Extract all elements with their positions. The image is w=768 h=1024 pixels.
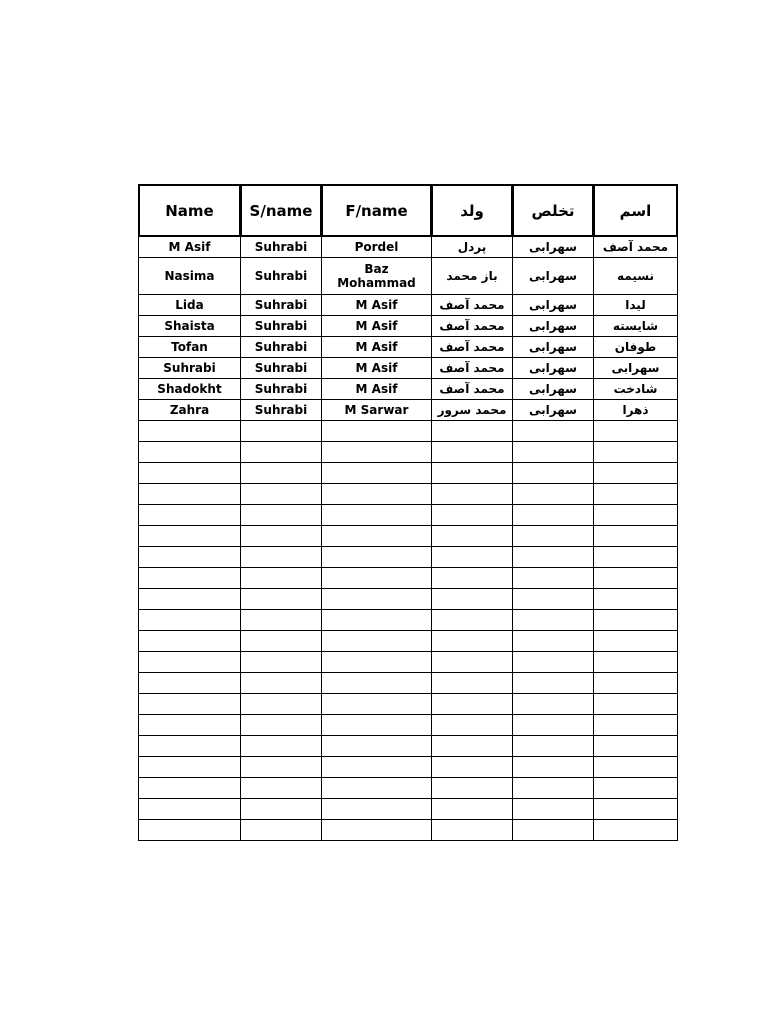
empty-cell-surname-dari <box>513 820 594 841</box>
empty-cell-surname <box>241 715 322 736</box>
cell-surname-dari: سهرابی <box>513 316 594 337</box>
empty-cell-father-name <box>322 778 432 799</box>
empty-cell-surname <box>241 736 322 757</box>
empty-row <box>139 589 678 610</box>
cell-name-dari: شایسته <box>594 316 678 337</box>
empty-cell-surname <box>241 442 322 463</box>
empty-cell-surname-dari <box>513 652 594 673</box>
cell-father-name: M Sarwar <box>322 400 432 421</box>
empty-row <box>139 505 678 526</box>
empty-cell-surname <box>241 652 322 673</box>
empty-cell-father-name <box>322 631 432 652</box>
cell-surname: Suhrabi <box>241 316 322 337</box>
empty-cell-father-name <box>322 652 432 673</box>
empty-cell-father-name-dari <box>432 673 513 694</box>
empty-cell-surname-dari <box>513 484 594 505</box>
empty-cell-name <box>139 610 241 631</box>
header-father-name-dari: ولد <box>432 185 513 237</box>
empty-cell-surname-dari <box>513 673 594 694</box>
empty-cell-father-name <box>322 736 432 757</box>
cell-surname: Suhrabi <box>241 337 322 358</box>
cell-name-dari: طوفان <box>594 337 678 358</box>
cell-name: Zahra <box>139 400 241 421</box>
empty-cell-name-dari <box>594 568 678 589</box>
empty-row <box>139 526 678 547</box>
empty-cell-father-name-dari <box>432 778 513 799</box>
empty-cell-surname <box>241 820 322 841</box>
empty-cell-surname <box>241 589 322 610</box>
empty-cell-surname <box>241 526 322 547</box>
empty-cell-surname-dari <box>513 568 594 589</box>
empty-row <box>139 484 678 505</box>
cell-name-dari: شادخت <box>594 379 678 400</box>
cell-surname: Suhrabi <box>241 400 322 421</box>
cell-father-name: M Asif <box>322 337 432 358</box>
header-father-name: F/name <box>322 185 432 237</box>
empty-cell-name <box>139 694 241 715</box>
empty-cell-surname-dari <box>513 757 594 778</box>
empty-cell-father-name-dari <box>432 442 513 463</box>
empty-cell-name-dari <box>594 757 678 778</box>
empty-cell-surname <box>241 505 322 526</box>
cell-father-name: M Asif <box>322 316 432 337</box>
cell-name-dari: لیدا <box>594 295 678 316</box>
table-row <box>139 295 678 316</box>
table-row <box>139 358 678 379</box>
empty-cell-surname-dari <box>513 778 594 799</box>
empty-row <box>139 652 678 673</box>
empty-cell-surname-dari <box>513 736 594 757</box>
empty-cell-father-name <box>322 463 432 484</box>
cell-surname-dari: سهرابی <box>513 295 594 316</box>
cell-name-dari: محمد آصف <box>594 237 678 258</box>
cell-surname: Suhrabi <box>241 237 322 258</box>
cell-father-name: Baz Mohammad <box>322 258 432 295</box>
empty-row <box>139 736 678 757</box>
empty-cell-father-name <box>322 484 432 505</box>
empty-cell-name <box>139 526 241 547</box>
cell-name-dari: ذهرا <box>594 400 678 421</box>
empty-cell-surname-dari <box>513 715 594 736</box>
names-table <box>138 184 678 841</box>
empty-cell-name-dari <box>594 547 678 568</box>
empty-cell-surname <box>241 610 322 631</box>
empty-cell-father-name-dari <box>432 505 513 526</box>
cell-father-name: M Asif <box>322 295 432 316</box>
cell-surname: Suhrabi <box>241 258 322 295</box>
empty-cell-name-dari <box>594 463 678 484</box>
cell-name-dari: نسیمه <box>594 258 678 295</box>
empty-cell-name-dari <box>594 799 678 820</box>
empty-cell-name <box>139 715 241 736</box>
cell-surname: Suhrabi <box>241 379 322 400</box>
empty-cell-father-name <box>322 526 432 547</box>
empty-cell-father-name-dari <box>432 568 513 589</box>
empty-cell-name-dari <box>594 631 678 652</box>
empty-cell-name-dari <box>594 526 678 547</box>
empty-row <box>139 463 678 484</box>
header-surname: S/name <box>241 185 322 237</box>
empty-cell-name-dari <box>594 715 678 736</box>
empty-cell-surname <box>241 421 322 442</box>
empty-row <box>139 757 678 778</box>
empty-row <box>139 442 678 463</box>
empty-cell-father-name-dari <box>432 589 513 610</box>
table-row <box>139 258 678 295</box>
empty-row <box>139 715 678 736</box>
empty-cell-father-name <box>322 757 432 778</box>
table-row <box>139 400 678 421</box>
header-name-dari: اسم <box>594 185 678 237</box>
header-row <box>139 185 678 237</box>
empty-cell-father-name-dari <box>432 820 513 841</box>
empty-cell-father-name <box>322 421 432 442</box>
table-row <box>139 379 678 400</box>
empty-cell-surname <box>241 463 322 484</box>
cell-father-name: M Asif <box>322 379 432 400</box>
cell-father-name: M Asif <box>322 358 432 379</box>
empty-cell-surname-dari <box>513 547 594 568</box>
empty-cell-name <box>139 631 241 652</box>
cell-name: Shaista <box>139 316 241 337</box>
cell-name: Suhrabi <box>139 358 241 379</box>
empty-cell-father-name-dari <box>432 694 513 715</box>
empty-cell-name <box>139 484 241 505</box>
empty-cell-father-name <box>322 694 432 715</box>
empty-cell-surname <box>241 799 322 820</box>
empty-row <box>139 778 678 799</box>
empty-cell-name-dari <box>594 652 678 673</box>
empty-cell-father-name-dari <box>432 631 513 652</box>
empty-cell-father-name-dari <box>432 736 513 757</box>
empty-cell-surname-dari <box>513 799 594 820</box>
empty-cell-name-dari <box>594 736 678 757</box>
cell-surname-dari: سهرابی <box>513 337 594 358</box>
empty-row <box>139 799 678 820</box>
empty-row <box>139 694 678 715</box>
empty-cell-name-dari <box>594 421 678 442</box>
empty-row <box>139 568 678 589</box>
empty-cell-father-name <box>322 610 432 631</box>
cell-father-name-dari: پردل <box>432 237 513 258</box>
empty-cell-name <box>139 568 241 589</box>
empty-cell-surname <box>241 568 322 589</box>
cell-father-name-dari: محمد سرور <box>432 400 513 421</box>
empty-cell-surname-dari <box>513 610 594 631</box>
empty-cell-surname <box>241 631 322 652</box>
empty-cell-father-name <box>322 568 432 589</box>
empty-cell-father-name <box>322 505 432 526</box>
empty-cell-father-name-dari <box>432 421 513 442</box>
cell-name: Shadokht <box>139 379 241 400</box>
empty-cell-name <box>139 547 241 568</box>
empty-cell-name-dari <box>594 589 678 610</box>
empty-cell-father-name <box>322 820 432 841</box>
empty-cell-father-name-dari <box>432 799 513 820</box>
cell-surname: Suhrabi <box>241 295 322 316</box>
empty-cell-father-name <box>322 589 432 610</box>
empty-row <box>139 631 678 652</box>
empty-row <box>139 610 678 631</box>
empty-cell-surname-dari <box>513 463 594 484</box>
empty-cell-surname-dari <box>513 526 594 547</box>
cell-father-name-dari: محمد آصف <box>432 316 513 337</box>
empty-cell-father-name <box>322 799 432 820</box>
empty-row <box>139 820 678 841</box>
empty-row <box>139 547 678 568</box>
empty-cell-surname-dari <box>513 442 594 463</box>
empty-cell-name-dari <box>594 484 678 505</box>
empty-cell-name-dari <box>594 610 678 631</box>
empty-cell-name <box>139 421 241 442</box>
empty-cell-surname <box>241 673 322 694</box>
empty-cell-name-dari <box>594 694 678 715</box>
cell-surname-dari: سهرابی <box>513 400 594 421</box>
cell-name-dari: سهرابی <box>594 358 678 379</box>
empty-cell-name <box>139 442 241 463</box>
empty-cell-surname-dari <box>513 631 594 652</box>
empty-cell-name <box>139 736 241 757</box>
header-surname-dari: تخلص <box>513 185 594 237</box>
empty-cell-surname-dari <box>513 421 594 442</box>
empty-cell-name <box>139 505 241 526</box>
empty-row <box>139 421 678 442</box>
header-name: Name <box>139 185 241 237</box>
table-row <box>139 337 678 358</box>
cell-surname-dari: سهرابی <box>513 379 594 400</box>
empty-cell-name <box>139 820 241 841</box>
empty-cell-name <box>139 652 241 673</box>
cell-surname-dari: سهرابی <box>513 237 594 258</box>
empty-cell-surname-dari <box>513 505 594 526</box>
empty-cell-name <box>139 799 241 820</box>
table-row <box>139 316 678 337</box>
empty-cell-surname <box>241 778 322 799</box>
cell-name: Lida <box>139 295 241 316</box>
empty-cell-name-dari <box>594 778 678 799</box>
empty-cell-name-dari <box>594 673 678 694</box>
cell-father-name-dari: محمد آصف <box>432 379 513 400</box>
cell-father-name: Pordel <box>322 237 432 258</box>
empty-cell-surname-dari <box>513 694 594 715</box>
cell-father-name-dari: محمد آصف <box>432 337 513 358</box>
empty-cell-father-name-dari <box>432 526 513 547</box>
cell-father-name-dari: باز محمد <box>432 258 513 295</box>
empty-cell-surname <box>241 484 322 505</box>
empty-cell-name <box>139 589 241 610</box>
empty-cell-surname <box>241 547 322 568</box>
cell-surname-dari: سهرابی <box>513 258 594 295</box>
cell-father-name-dari: محمد آصف <box>432 295 513 316</box>
empty-cell-father-name-dari <box>432 652 513 673</box>
empty-cell-name <box>139 757 241 778</box>
empty-cell-surname <box>241 757 322 778</box>
empty-cell-name <box>139 673 241 694</box>
empty-cell-surname <box>241 694 322 715</box>
cell-name: Tofan <box>139 337 241 358</box>
empty-cell-name-dari <box>594 442 678 463</box>
table-body <box>139 237 678 841</box>
table-row <box>139 237 678 258</box>
empty-cell-father-name-dari <box>432 610 513 631</box>
empty-cell-father-name-dari <box>432 715 513 736</box>
cell-name: Nasima <box>139 258 241 295</box>
cell-name: M Asif <box>139 237 241 258</box>
empty-cell-father-name <box>322 442 432 463</box>
empty-cell-father-name-dari <box>432 463 513 484</box>
empty-row <box>139 673 678 694</box>
empty-cell-surname-dari <box>513 589 594 610</box>
empty-cell-father-name <box>322 547 432 568</box>
empty-cell-name <box>139 778 241 799</box>
cell-father-name-dari: محمد آصف <box>432 358 513 379</box>
empty-cell-name-dari <box>594 505 678 526</box>
empty-cell-father-name-dari <box>432 484 513 505</box>
empty-cell-name <box>139 463 241 484</box>
cell-surname: Suhrabi <box>241 358 322 379</box>
cell-surname-dari: سهرابی <box>513 358 594 379</box>
empty-cell-father-name <box>322 673 432 694</box>
empty-cell-name-dari <box>594 820 678 841</box>
empty-cell-father-name <box>322 715 432 736</box>
empty-cell-father-name-dari <box>432 547 513 568</box>
empty-cell-father-name-dari <box>432 757 513 778</box>
